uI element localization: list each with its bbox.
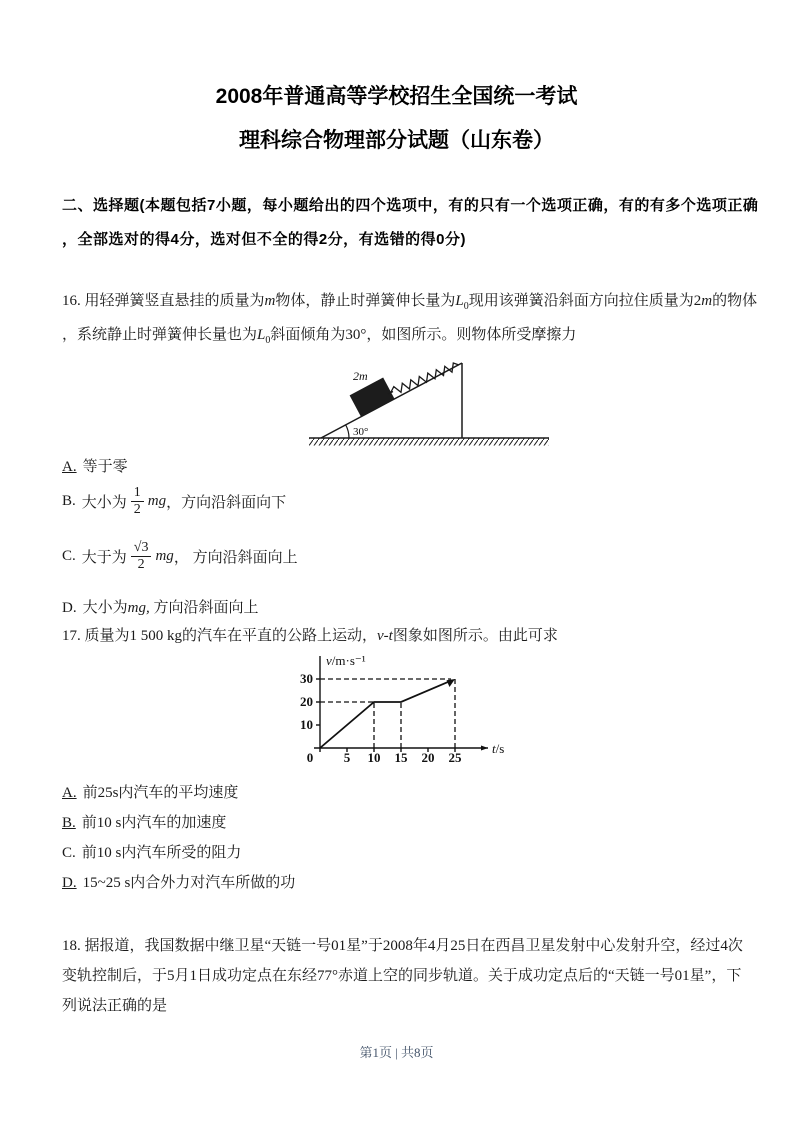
- q16-incline-figure: [303, 356, 553, 450]
- q17-option-b: [62, 811, 226, 832]
- q16-option-a: [62, 455, 128, 476]
- x-axis-arrow: [481, 746, 488, 751]
- q18-stem-line2: 变轨控制后，于5月1日成功定点在东经77°赤道上空的同步轨道。关于成功定点后的“天链一号01星”，下: [62, 968, 742, 984]
- velocity-curve: [320, 681, 451, 748]
- q16-option-b: B. 大小为 $\frac{1}{2}$ mg ，方向沿斜面向下: [62, 485, 287, 517]
- page-title-line1: 2008年普通高等学校招生全国统一考试: [215, 85, 578, 108]
- q16-option-c-label: C.: [62, 547, 76, 564]
- q17-option-d-text: 15~25 s内合外力对汽车所做的功: [82, 875, 296, 891]
- page-title-line2: 理科综合物理部分试题（山东卷）: [239, 129, 554, 152]
- fraction-one-half: $\frac{1}{2}$: [131, 485, 144, 517]
- q17-option-d: [62, 871, 295, 892]
- q17-option-b-text: 前10 s内汽车的加速度: [81, 815, 227, 831]
- page-footer: 第1页 | 共8页: [359, 1045, 434, 1060]
- q17-option-a: [62, 781, 238, 802]
- q17-option-d-label: D.: [62, 875, 77, 891]
- curve-arrow: [447, 679, 456, 687]
- q16-stem-line1: 16. 用轻弹簧竖直悬挂的质量为m物体，静止时弹簧伸长量为$L_0$现用该弹簧沿斜面方向拉住质量为2m的物体: [62, 293, 758, 312]
- section-header-line2: ，全部选对的得4分，选对但不全的得2分，有选错的得0分): [62, 231, 467, 248]
- x-tick-20: 20: [421, 750, 435, 765]
- q18-stem-line1: 18. 据报道，我国数据中继卫星“天链一号01星”于2008年4月25日在西昌卫星发射中心发射升空，经过4次: [62, 938, 743, 954]
- angle-label: 30°: [353, 426, 369, 438]
- x-tick-25: 25: [448, 750, 462, 765]
- q17-option-a-text: 前25s内汽车的平均速度: [82, 785, 239, 801]
- y-axis-label: v/m·s⁻¹: [326, 653, 366, 668]
- q16-option-d-label: D.: [62, 600, 77, 616]
- incline-surface: [321, 363, 462, 438]
- y-tick-20: 20: [300, 694, 313, 709]
- x-tick-10: 10: [367, 750, 381, 765]
- x-tick-0: 0: [306, 750, 314, 765]
- x-tick-5: 5: [343, 750, 351, 765]
- q16-option-d: D. 大小为mg, 方向沿斜面向上: [62, 600, 259, 616]
- q17-option-a-label: A.: [62, 785, 77, 801]
- dashed-guides: [320, 679, 455, 748]
- q17-option-c-label: C.: [62, 845, 76, 861]
- y-tick-10: 10: [300, 717, 313, 732]
- q17-option-c-text: 前10 s内汽车所受的阻力: [81, 845, 242, 861]
- q17-option-b-label: B.: [62, 815, 76, 831]
- x-axis-label: t/s: [492, 741, 505, 756]
- x-tick-15: 15: [394, 750, 408, 765]
- section-header-line1: 二、选择题(本题包括7小题，每小题给出的四个选项中，有的只有一个选项正确，有的有多个选项正确: [62, 197, 759, 214]
- q16-option-c: C. 大于为 $\frac{√3}{2}$ mg ， 方向沿斜面向上: [62, 540, 298, 572]
- spring-coil: [391, 363, 459, 392]
- block-label: 2m: [353, 369, 368, 383]
- q16-stem-line2: ，系统静止时弹簧伸长量也为$L_0$斜面倾角为30°，如图所示。则物体所受摩擦力: [62, 327, 577, 346]
- angle-arc: [346, 425, 349, 438]
- q18-stem-line3: 列说法正确的是: [62, 998, 168, 1014]
- q16-option-a-label: A.: [62, 459, 77, 475]
- q16-option-b-label: B.: [62, 492, 76, 509]
- y-tick-30: 30: [300, 671, 313, 686]
- q17-option-c: [62, 841, 241, 862]
- q16-option-a-text: 等于零: [82, 459, 128, 475]
- q17-stem: 17. 质量为1 500 kg的汽车在平直的公路上运动，v-t图象如图所示。由此可求: [62, 628, 558, 644]
- fraction-sqrt3-over-2: $\frac{√3}{2}$: [131, 540, 152, 572]
- ground-hatching: [309, 439, 549, 446]
- q17-vt-graph: [296, 650, 511, 772]
